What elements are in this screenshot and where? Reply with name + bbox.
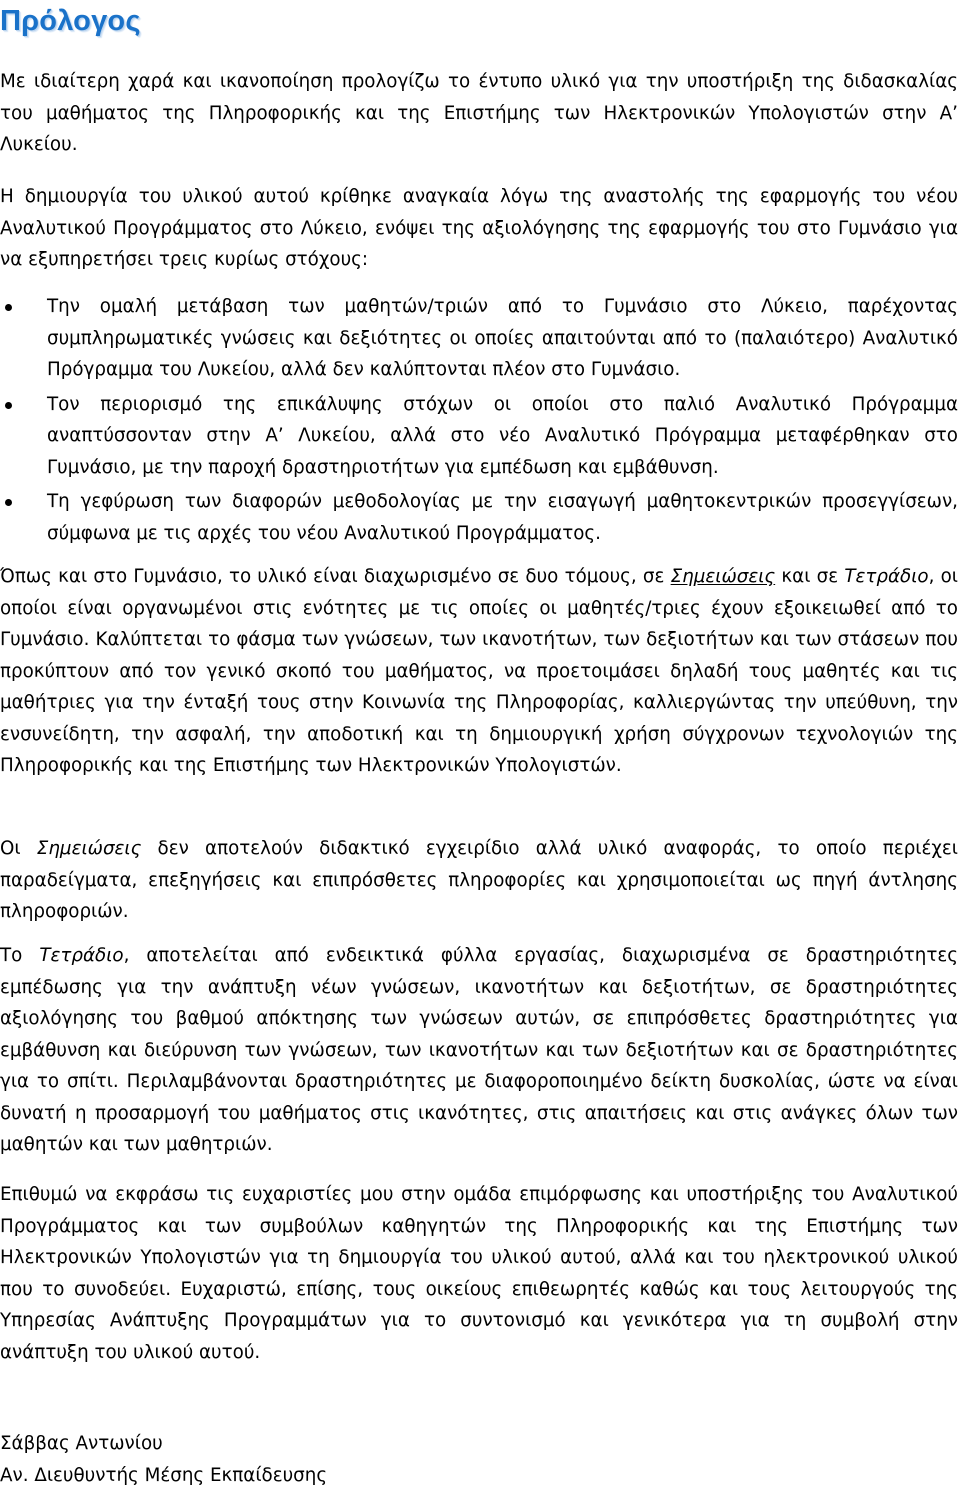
paragraph-workbook [0, 940, 958, 1161]
notes-title: Σημειώσεις [36, 838, 142, 859]
signature-name: Σάββας Αντωνίου [0, 1433, 163, 1454]
list-item-text: Τη γεφύρωση των διαφορών μεθοδολογίας με την εισαγωγή μαθητοκεντρικών προσεγγίσεων, σύμφωνα με τις αρχές του νέου Αναλυτικού Προγράμματος. [47, 491, 958, 544]
paragraph-intro: Με ιδιαίτερη χαρά και ικανοποίηση προλογίζω το έντυπο υλικό για την υποστήριξη της διδασκαλίας του μαθήματος της Πληροφορικής και της Επιστήμης των Ηλεκτρονικών Υπολογιστών στην Α’ Λυκείου. [0, 71, 958, 155]
list-item [0, 389, 958, 484]
text-fragment: και σε [775, 566, 845, 587]
paragraph-purpose: Η δημιουργία του υλικού αυτού κρίθηκε αναγκαία λόγω της αναστολής της εφαρμογής του νέου Αναλυτικού Προγράμματος στο Λύκειο, ενόψει της αξιολόγησης της εφαρμογής του στο Γυμνάσιο για να εξυπηρετήσει τρεις κυρίως στόχους: [0, 186, 958, 270]
paragraph-volumes [0, 561, 958, 782]
list-item [0, 291, 958, 386]
workbook-title: Τετράδιο [844, 566, 929, 587]
list-item-text: Τον περιορισμό της επικάλυψης στόχων οι οποίοι στο παλιό Αναλυτικό Πρόγραμμα αναπτύσσονταν στην Α’ Λυκείου, αλλά στο νέο Αναλυτικό Πρόγραμμα μεταφέρθηκαν στο Γυμνάσιο, με την παροχή δραστηριοτήτων για εμπέδωση και εμβάθυνση. [47, 393, 958, 478]
paragraph-notes [0, 833, 958, 928]
page-title: Πρόλογος [0, 5, 141, 37]
goals-list [0, 291, 958, 552]
text-fragment: δεν αποτελούν διδακτικό εγχειρίδιο αλλά υλικό αναφοράς, το οποίο περιέχει παραδείγματα, επεξηγήσεις και επιπρόσθετες πληροφορίες και χρησιμοποιείται ως πηγή άντλησης πληροφοριών. [0, 838, 958, 922]
text-fragment: , οι οποίοι είναι οργανωμένοι στις ενότητες με τις οποίες οι μαθητές/τριες έχουν εξοικειωθεί από το Γυμνάσιο. Καλύπτεται το φάσμα των γνώσεων, των ικανοτήτων, των δεξιοτήτων και των στάσεων που προκύπτουν από τον γενικό σκοπό του μαθήματος, να προετοιμάσει δηλαδή τους μαθητές και τις μαθήτριες για την ένταξή τους στην Κοινωνία της Πληροφορίας, καλλιεργώντας την υπεύθυνη, την ενσυνείδητη, την ασφαλή, την αποδοτική και τη δημιουργική χρήση σύγχρονων τεχνολογιών της Πληροφορικής και της Επιστήμης των Ηλεκτρονικών Υπολογιστών. [0, 566, 958, 776]
signature-position: Αν. Διευθυντής Μέσης Εκπαίδευσης [0, 1465, 328, 1486]
paragraph-acknowledgements: Επιθυμώ να εκφράσω τις ευχαριστίες μου στην ομάδα επιμόρφωσης και υποστήριξης του Αναλυτικού Προγράμματος και των συμβούλων καθηγητών της Πληροφορικής και της Επιστήμης των Ηλεκτρονικών Υπολογιστών για τη δημιουργία του υλικού αυτού, αλλά και του ηλεκτρονικού υλικού που το συνοδεύει. Ευχαριστώ, επίσης, τους οικείους επιθεωρητές καθώς και τους λειτουργούς της Υπηρεσίας Ανάπτυξης Προγραμμάτων για το συντονισμό και γενικότερα για τη συμβολή στην ανάπτυξη του υλικού αυτού. [0, 1184, 958, 1363]
list-item [0, 486, 958, 549]
text-fragment: Όπως και στο Γυμνάσιο, το υλικό είναι διαχωρισμένο σε δυο τόμους, σε [0, 566, 671, 587]
text-fragment: Οι [0, 838, 37, 859]
bullet-icon [5, 304, 12, 311]
list-item-text: Την ομαλή μετάβαση των μαθητών/τριών από το Γυμνάσιο στο Λύκειο, παρέχοντας συμπληρωματικές γνώσεις και δεξιότητες οι οποίες απαιτούνται από το (παλαιότερο) Αναλυτικό Πρόγραμμα του Λυκείου, αλλά δεν καλύπτονται πλέον στο Γυμνάσιο. [47, 296, 958, 380]
text-fragment: , αποτελείται από ενδεικτικά φύλλα εργασίας, διαχωρισμένα σε δραστηριότητες εμπέδωσης για την ανάπτυξη νέων γνώσεων, ικανοτήτων και δεξιοτήτων, σε δραστηριότητες αξιολόγησης του βαθμού απόκτησης των γνώσεων αυτών, σε επιπρόσθετες δραστηριότητες για εμβάθυνση και διεύρυνση των γνώσεων, των ικανοτήτων και των δεξιοτήτων και σε δραστηριότητες για το σπίτι. Περιλαμβάνονται δραστηριότητες με διαφοροποιημένο δείκτη δυσκολίας, ώστε να είναι δυνατή η προσαρμογή του μαθήματος στις ικανότητες, στις απαιτήσεις και στις ανάγκες όλων των μαθητών και των μαθητριών. [0, 945, 958, 1155]
bullet-icon [5, 499, 12, 506]
notes-title: Σημειώσεις [670, 566, 776, 587]
bullet-icon [5, 402, 12, 409]
workbook-title: Τετράδιο [39, 945, 124, 966]
text-fragment: Το [0, 945, 40, 966]
